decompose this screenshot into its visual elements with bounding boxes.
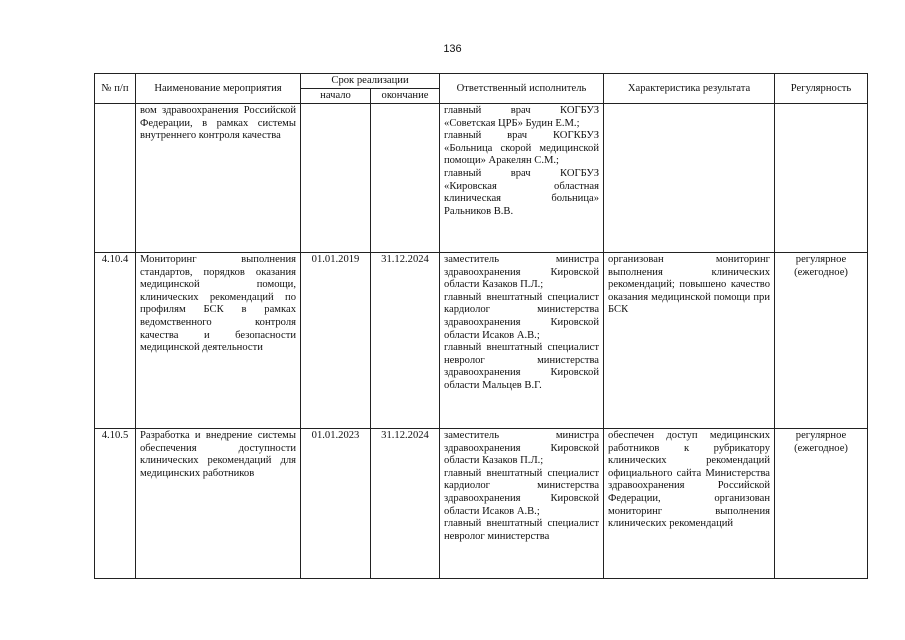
regularity [775, 104, 868, 253]
header-executor: Ответственный исполнитель [440, 74, 604, 104]
header-num: № п/п [95, 74, 136, 104]
table-row [95, 253, 868, 429]
activity-name: вом здравоохранения Российской Федерации, в рамках системы внутреннего контроля качества [136, 104, 301, 253]
end-date: 31.12.2024 [371, 429, 440, 579]
regularity: регулярное (ежегодное) [775, 253, 868, 429]
result-description: обеспечен доступ медицинских работников к рубрикатору клинических рекомендаций официального сайта Министерства здравоохранения Российской Федерации, организован мониторинг выполнения клинических рекомендаций [604, 429, 775, 579]
responsible-executor [440, 253, 604, 429]
row-number: 4.10.5 [95, 429, 136, 579]
start-date: 01.01.2023 [301, 429, 371, 579]
start-date [301, 104, 371, 253]
row-number [95, 104, 136, 253]
table-row [95, 429, 868, 579]
executor-entry: главный внештатный специалист невролог министерства [444, 518, 600, 542]
responsible-executor [440, 429, 604, 579]
start-date: 01.01.2019 [301, 253, 371, 429]
header-regularity: Регулярность [775, 74, 868, 104]
executor-entry: главный внештатный специалист кардиолог министерства здравоохранения Кировской области Исаков А.В.; [444, 467, 600, 517]
row-number: 4.10.4 [95, 253, 136, 429]
executor-entry: заместитель министра здравоохранения Кировской области Казаков П.Л.; [444, 430, 600, 467]
header-period: Срок реализации [301, 74, 440, 89]
executor-entry: главный врач КОГКБУЗ «Больница скорой медицинской помощи» Аракелян С.М.; [444, 130, 600, 167]
activity-name: Мониторинг выполнения стандартов, порядков оказания медицинской помощи, клинических рекомендаций по профилям БСК в рамках ведомственного контроля качества и безопасности медицинской деятельности [136, 253, 301, 429]
activity-name: Разработка и внедрение системы обеспечения доступности клинических рекомендаций для медицинских работников [136, 429, 301, 579]
end-date [371, 104, 440, 253]
executor-entry: главный внештатный специалист невролог министерства здравоохранения Кировской области Мальцев В.Г. [444, 342, 600, 391]
header-start: начало [301, 89, 371, 104]
action-plan-table [94, 73, 868, 579]
executor-entry: главный врач КОГБУЗ «Советская ЦРБ» Будин Е.М.; [444, 105, 600, 129]
executor-entry: заместитель министра здравоохранения Кировской области Казаков П.Л.; [444, 254, 600, 291]
header-name: Наименование мероприятия [136, 74, 301, 104]
result-description [604, 104, 775, 253]
header-result: Характеристика результата [604, 74, 775, 104]
table-row [95, 104, 868, 253]
page-number: 136 [443, 43, 462, 55]
executor-entry: главный внештатный специалист кардиолог министерства здравоохранения Кировской области Исаков А.В.; [444, 291, 600, 341]
end-date: 31.12.2024 [371, 253, 440, 429]
responsible-executor [440, 104, 604, 253]
header-end: окончание [371, 89, 440, 104]
result-description: организован мониторинг выполнения клинических рекомендаций; повышено качество оказания медицинской помощи при БСК [604, 253, 775, 429]
regularity: регулярное (ежегодное) [775, 429, 868, 579]
executor-entry: главный врач КОГБУЗ «Кировская областная клиническая больница» Ральников В.В. [444, 167, 600, 217]
